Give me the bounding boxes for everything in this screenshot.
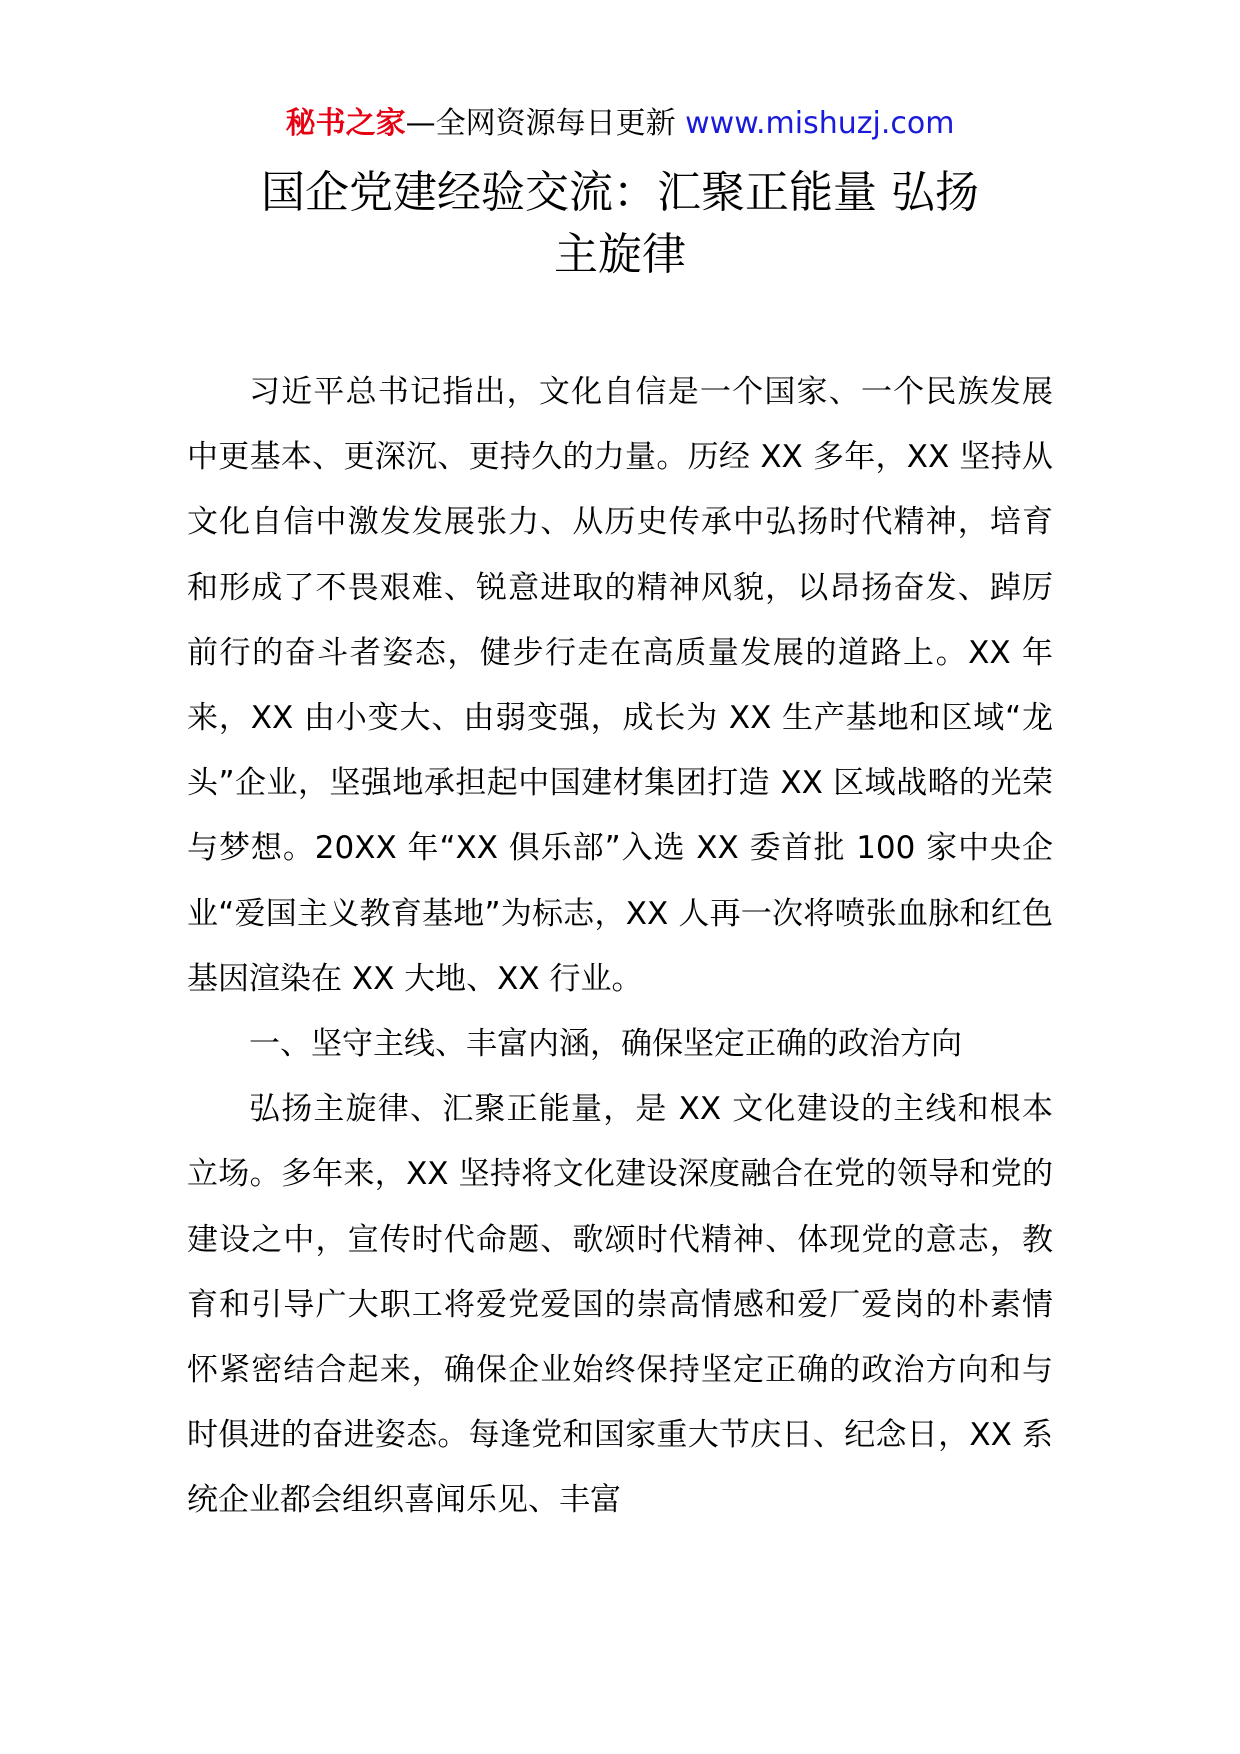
- document-title-line-2: 主旋律: [554, 229, 686, 280]
- header-tagline: —全网资源每日更新: [405, 106, 676, 141]
- document-title-line-1: 国企党建经验交流：汇聚正能量 弘扬: [261, 167, 979, 218]
- brand-name: 秘书之家: [285, 106, 406, 141]
- section-heading-1: 一、坚守主线、丰富内涵，确保坚定正确的政治方向: [249, 1026, 962, 1063]
- paragraph-section-1: 弘扬主旋律、汇聚正能量，是 XX 文化建设的主线和根本立场。多年来，XX 坚持将文化建设深度融合在党的领导和党的建设之中，宣传时代命题、歌颂时代精神、体现党的意志，教育和引导广大职工将爱党爱国的崇高情感和爱厂爱岗的朴素情怀紧密结合起来，确保企业始终保持坚定正确的政治方向和与时俱进的奋进姿态。每逢党和国家重大节庆日、纪念日，XX 系统企业都会组织喜闻乐见、丰富: [187, 1091, 1053, 1519]
- paragraph-intro: 习近平总书记指出，文化自信是一个国家、一个民族发展中更基本、更深沉、更持久的力量。历经 XX 多年，XX 坚持从文化自信中激发发展张力、从历史传承中弘扬时代精神，培育和形成了不畏艰难、锐意进取的精神风貌，以昂扬奋发、踔厉前行的奋斗者姿态，健步行走在高质量发展的道路上。XX 年来，XX 由小变大、由弱变强，成长为 XX 生产基地和区域“龙头”企业，坚强地承担起中国建材集团打造 XX 区域战略的光荣与梦想。20XX 年“XX 俱乐部”入选 XX 委首批 100 家中央企业“爱国主义教育基地”为标志，XX 人再一次将喷张血脉和红色基因渲染在 XX 大地、XX 行业。: [187, 374, 1053, 997]
- document-body: [187, 360, 1053, 1534]
- site-url-link[interactable]: www.mishuzj.com: [685, 106, 955, 141]
- page-header: [0, 104, 1240, 144]
- document-title: [0, 162, 1240, 286]
